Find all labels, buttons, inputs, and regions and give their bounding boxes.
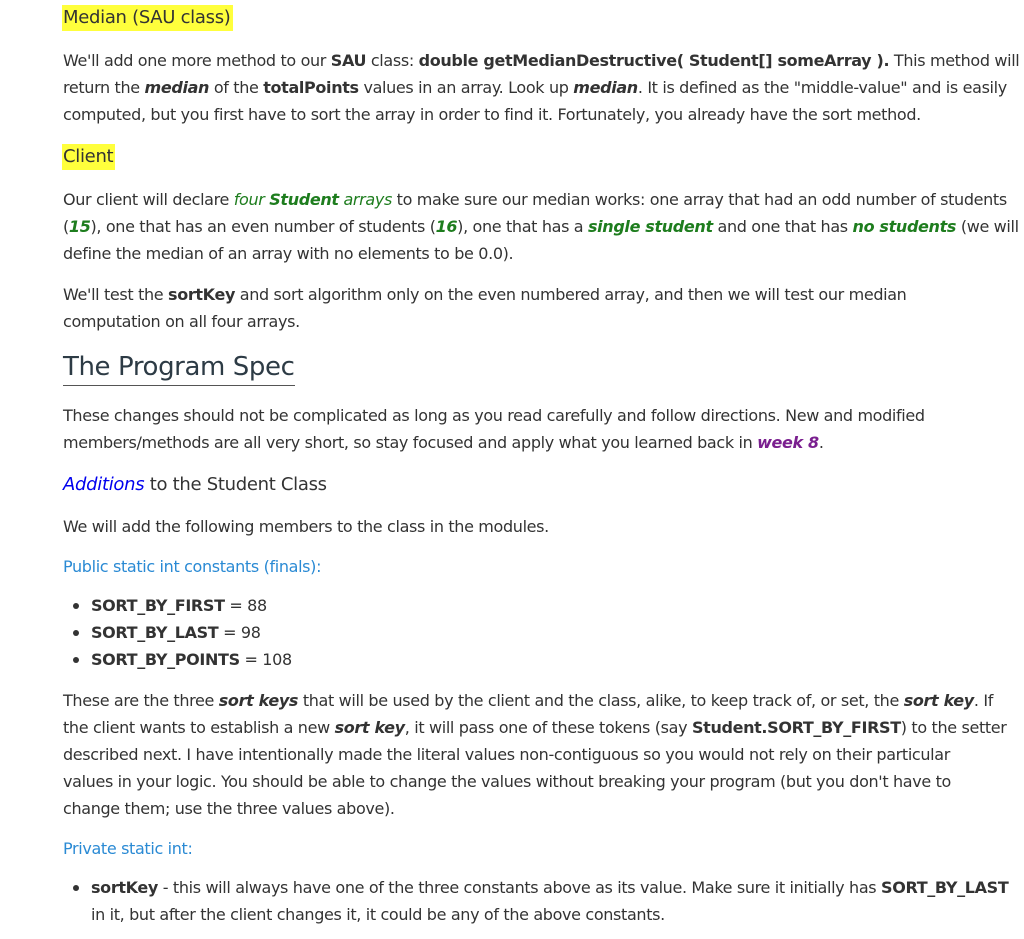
- week-8-link[interactable]: week 8: [757, 433, 819, 452]
- program-spec-heading: The Program Spec: [63, 350, 295, 386]
- additions-heading: Additions to the Student Class: [63, 474, 327, 495]
- test-line-2: computation on all four arrays.: [63, 312, 300, 331]
- median-paragraph: [63, 47, 1019, 128]
- client-line-1: Our client will declare four Student arrays to make sure our median works: one array that had an odd number of students: [63, 190, 1007, 209]
- keys-line-5: change them; use the three values above).: [63, 799, 395, 818]
- private-members-list: [63, 874, 1008, 928]
- list-item: sortKey - this will always have one of the three constants above as its value. Make sure it initially has SORT_BY_LAST in it, but after the client changes it, it could be any of the above constants.: [63, 874, 1008, 928]
- test-line-1: We'll test the sortKey and sort algorithm only on the even numbered array, and then we will test our median: [63, 285, 907, 304]
- client-heading: Client: [63, 144, 115, 170]
- spec-line-2: members/methods are all very short, so stay focused and apply what you learned back in week 8.: [63, 433, 824, 452]
- additions-paragraph: We will add the following members to the class in the modules.: [63, 517, 549, 536]
- median-line-1: We'll add one more method to our SAU class: double getMedianDestructive( Student[] someArray ). This method will: [63, 51, 1020, 70]
- list-item: SORT_BY_FIRST = 88: [63, 592, 292, 619]
- median-heading: Median (SAU class): [63, 5, 233, 31]
- test-paragraph: [63, 281, 906, 335]
- median-line-3: computed, but you first have to sort the array in order to find it. Fortunately, you already have the sort method.: [63, 105, 921, 124]
- constants-list: [63, 592, 292, 673]
- spec-line-1: These changes should not be complicated as long as you read carefully and follow directions. New and modified: [63, 406, 925, 425]
- client-line-2: (15), one that has an even number of students (16), one that has a single student and one that has no students (we will: [63, 217, 1019, 236]
- keys-line-2: the client wants to establish a new sort key, it will pass one of these tokens (say Student.SORT_BY_FIRST) to the setter: [63, 718, 1007, 737]
- median-line-2: return the median of the totalPoints values in an array. Look up median. It is defined as the "middle-value" and is easily: [63, 78, 1007, 97]
- keys-line-4: values in your logic. You should be able to change the values without breaking your program (but you don't have to: [63, 772, 951, 791]
- keys-line-3: described next. I have intentionally made the literal values non-contiguous so you would not rely on their particular: [63, 745, 950, 764]
- private-static-label: Private static int:: [63, 839, 193, 858]
- client-paragraph: [63, 186, 1019, 267]
- public-constants-label: Public static int constants (finals):: [63, 557, 322, 576]
- list-item: SORT_BY_POINTS = 108: [63, 646, 292, 673]
- keys-line-1: These are the three sort keys that will be used by the client and the class, alike, to keep track of, or set, the sort key. If: [63, 691, 994, 710]
- client-line-3: define the median of an array with no elements to be 0.0).: [63, 244, 514, 263]
- list-item: SORT_BY_LAST = 98: [63, 619, 292, 646]
- sort-keys-paragraph: [63, 687, 1007, 822]
- spec-paragraph: [63, 402, 925, 456]
